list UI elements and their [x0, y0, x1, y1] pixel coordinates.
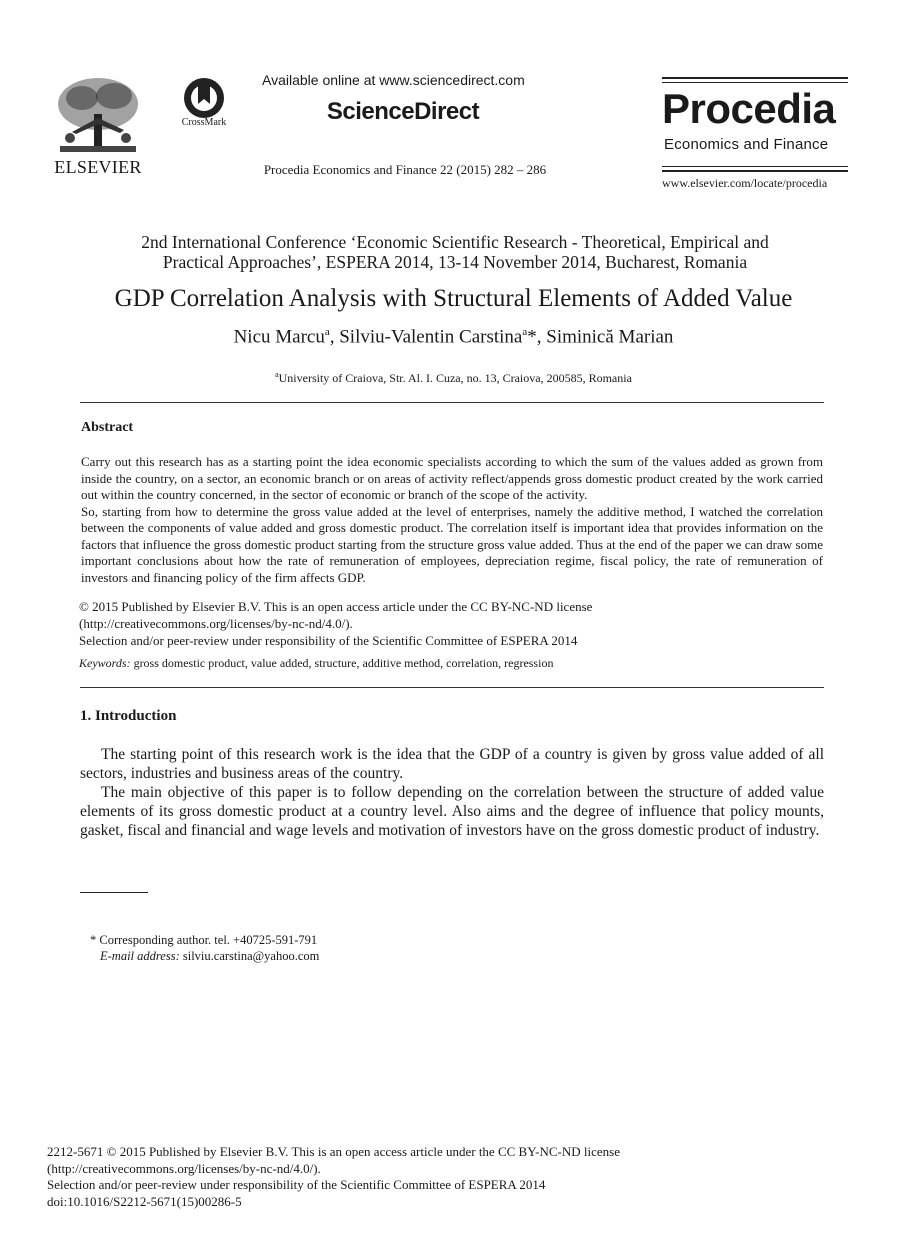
- abstract-paragraph: Carry out this research has as a starting point the idea economic specialists according to which the sum of the values added as grown from inside the country, on a sector, an economic branch or on areas of activity reflect/appends gross domestic product created by the work carried out within the country concerned, in the sector of economic or branch of the scope of the activity.: [81, 454, 823, 502]
- license-line: © 2015 Published by Elsevier B.V. This is an open access article under the CC BY-NC-ND license: [79, 599, 593, 614]
- section-divider: [80, 402, 824, 403]
- affiliation-text: University of Craiova, Str. Al. I. Cuza, no. 13, Craiova, 200585, Romania: [278, 371, 632, 385]
- introduction-body: [80, 745, 824, 840]
- license-link[interactable]: (http://creativecommons.org/licenses/by-nc-nd/4.0/).: [79, 616, 353, 631]
- abstract-paragraph: So, starting from how to determine the gross value added at the level of enterprises, namely the additive method, I watched the correlation between the components of value added and gross domestic product. The correlation itself is important idea that provides information on the factors that influence the gross domestic product starting from the structure gross value added. Thus at the end of the paper we can draw some important conclusions about how the rate of remuneration of employees, depreciation regime, fiscal policy, the rate of remuneration of investors and financing policy of the firm affects GDP.: [81, 503, 823, 585]
- footer-line: 2212-5671 © 2015 Published by Elsevier B.V. This is an open access article under the CC BY-NC-ND license: [47, 1144, 621, 1159]
- license-statement: [79, 598, 823, 649]
- affiliation: [40, 370, 867, 386]
- footer-license-link[interactable]: (http://creativecommons.org/licenses/by-nc-nd/4.0/).: [47, 1160, 321, 1176]
- section-divider: [80, 687, 824, 688]
- affiliation-mark: a: [522, 326, 528, 338]
- author-name: Nicu Marcu: [233, 326, 325, 348]
- introduction-paragraph: The main objective of this paper is to follow depending on the correlation between the structure of added value elements of its gross domestic product at a country level. Also aims and the degree of influence that policy mounts, gasket, fiscal and financial and wage levels and motivation of investors have on the gross domestic product of industry.: [80, 784, 824, 839]
- procedia-logo-title: Procedia: [662, 85, 836, 132]
- abstract-heading: Abstract: [81, 420, 134, 435]
- abstract-body: [81, 454, 823, 586]
- page-footer: [47, 1144, 807, 1210]
- available-online-text[interactable]: Available online at www.sciencedirect.com: [262, 72, 525, 88]
- footnote-divider: [80, 892, 148, 893]
- footer-line: Selection and/or peer-review under responsibility of the Scientific Committee of ESPERA 2014: [47, 1177, 546, 1192]
- conference-line-1: 2nd International Conference ‘Economic Scientific Research - Theoretical, Empirical and: [141, 232, 769, 252]
- email-address[interactable]: silviu.carstina@yahoo.com: [179, 949, 320, 963]
- author-name: *, Siminică Marian: [527, 326, 674, 348]
- author-name: , Silviu-Valentin Carstina: [329, 326, 523, 348]
- email-label: E-mail address:: [100, 949, 180, 963]
- keywords-label: Keywords:: [79, 656, 131, 670]
- footer-doi[interactable]: doi:10.1016/S2212-5671(15)00286-5: [47, 1193, 242, 1209]
- procedia-rule: [662, 166, 848, 167]
- author-list: [40, 326, 867, 348]
- crossmark-label: CrossMark: [181, 117, 227, 128]
- elsevier-wordmark: ELSEVIER: [54, 157, 142, 177]
- footnote-email-line: [90, 948, 590, 964]
- corresponding-author-footnote: [90, 932, 590, 964]
- conference-info: [60, 232, 850, 272]
- procedia-logo-subtitle: Economics and Finance: [664, 136, 829, 153]
- procedia-rule: [662, 77, 848, 79]
- journal-reference: Procedia Economics and Finance 22 (2015) 282 – 286: [263, 162, 547, 177]
- conference-line-2: Practical Approaches’, ESPERA 2014, 13-14 November 2014, Bucharest, Romania: [162, 252, 748, 272]
- footnote-line: * Corresponding author. tel. +40725-591-791: [90, 933, 318, 947]
- affiliation-mark: a: [275, 370, 279, 379]
- procedia-rule: [662, 82, 848, 83]
- procedia-url-link[interactable]: www.elsevier.com/locate/procedia: [662, 176, 828, 190]
- introduction-heading: 1. Introduction: [80, 708, 177, 724]
- sciencedirect-logo[interactable]: ScienceDirect: [326, 98, 480, 125]
- procedia-rule: [662, 170, 848, 172]
- keywords: [79, 656, 823, 671]
- paper-title: GDP Correlation Analysis with Structural Elements of Added Value: [114, 285, 793, 312]
- introduction-paragraph: The starting point of this research work is the idea that the GDP of a country is given by gross value added of all sectors, industries and business areas of the country.: [80, 746, 824, 782]
- license-line: Selection and/or peer-review under responsibility of the Scientific Committee of ESPERA 2014: [79, 633, 578, 648]
- keywords-text: gross domestic product, value added, structure, additive method, correlation, regression: [130, 656, 554, 670]
- affiliation-mark: a: [324, 326, 330, 338]
